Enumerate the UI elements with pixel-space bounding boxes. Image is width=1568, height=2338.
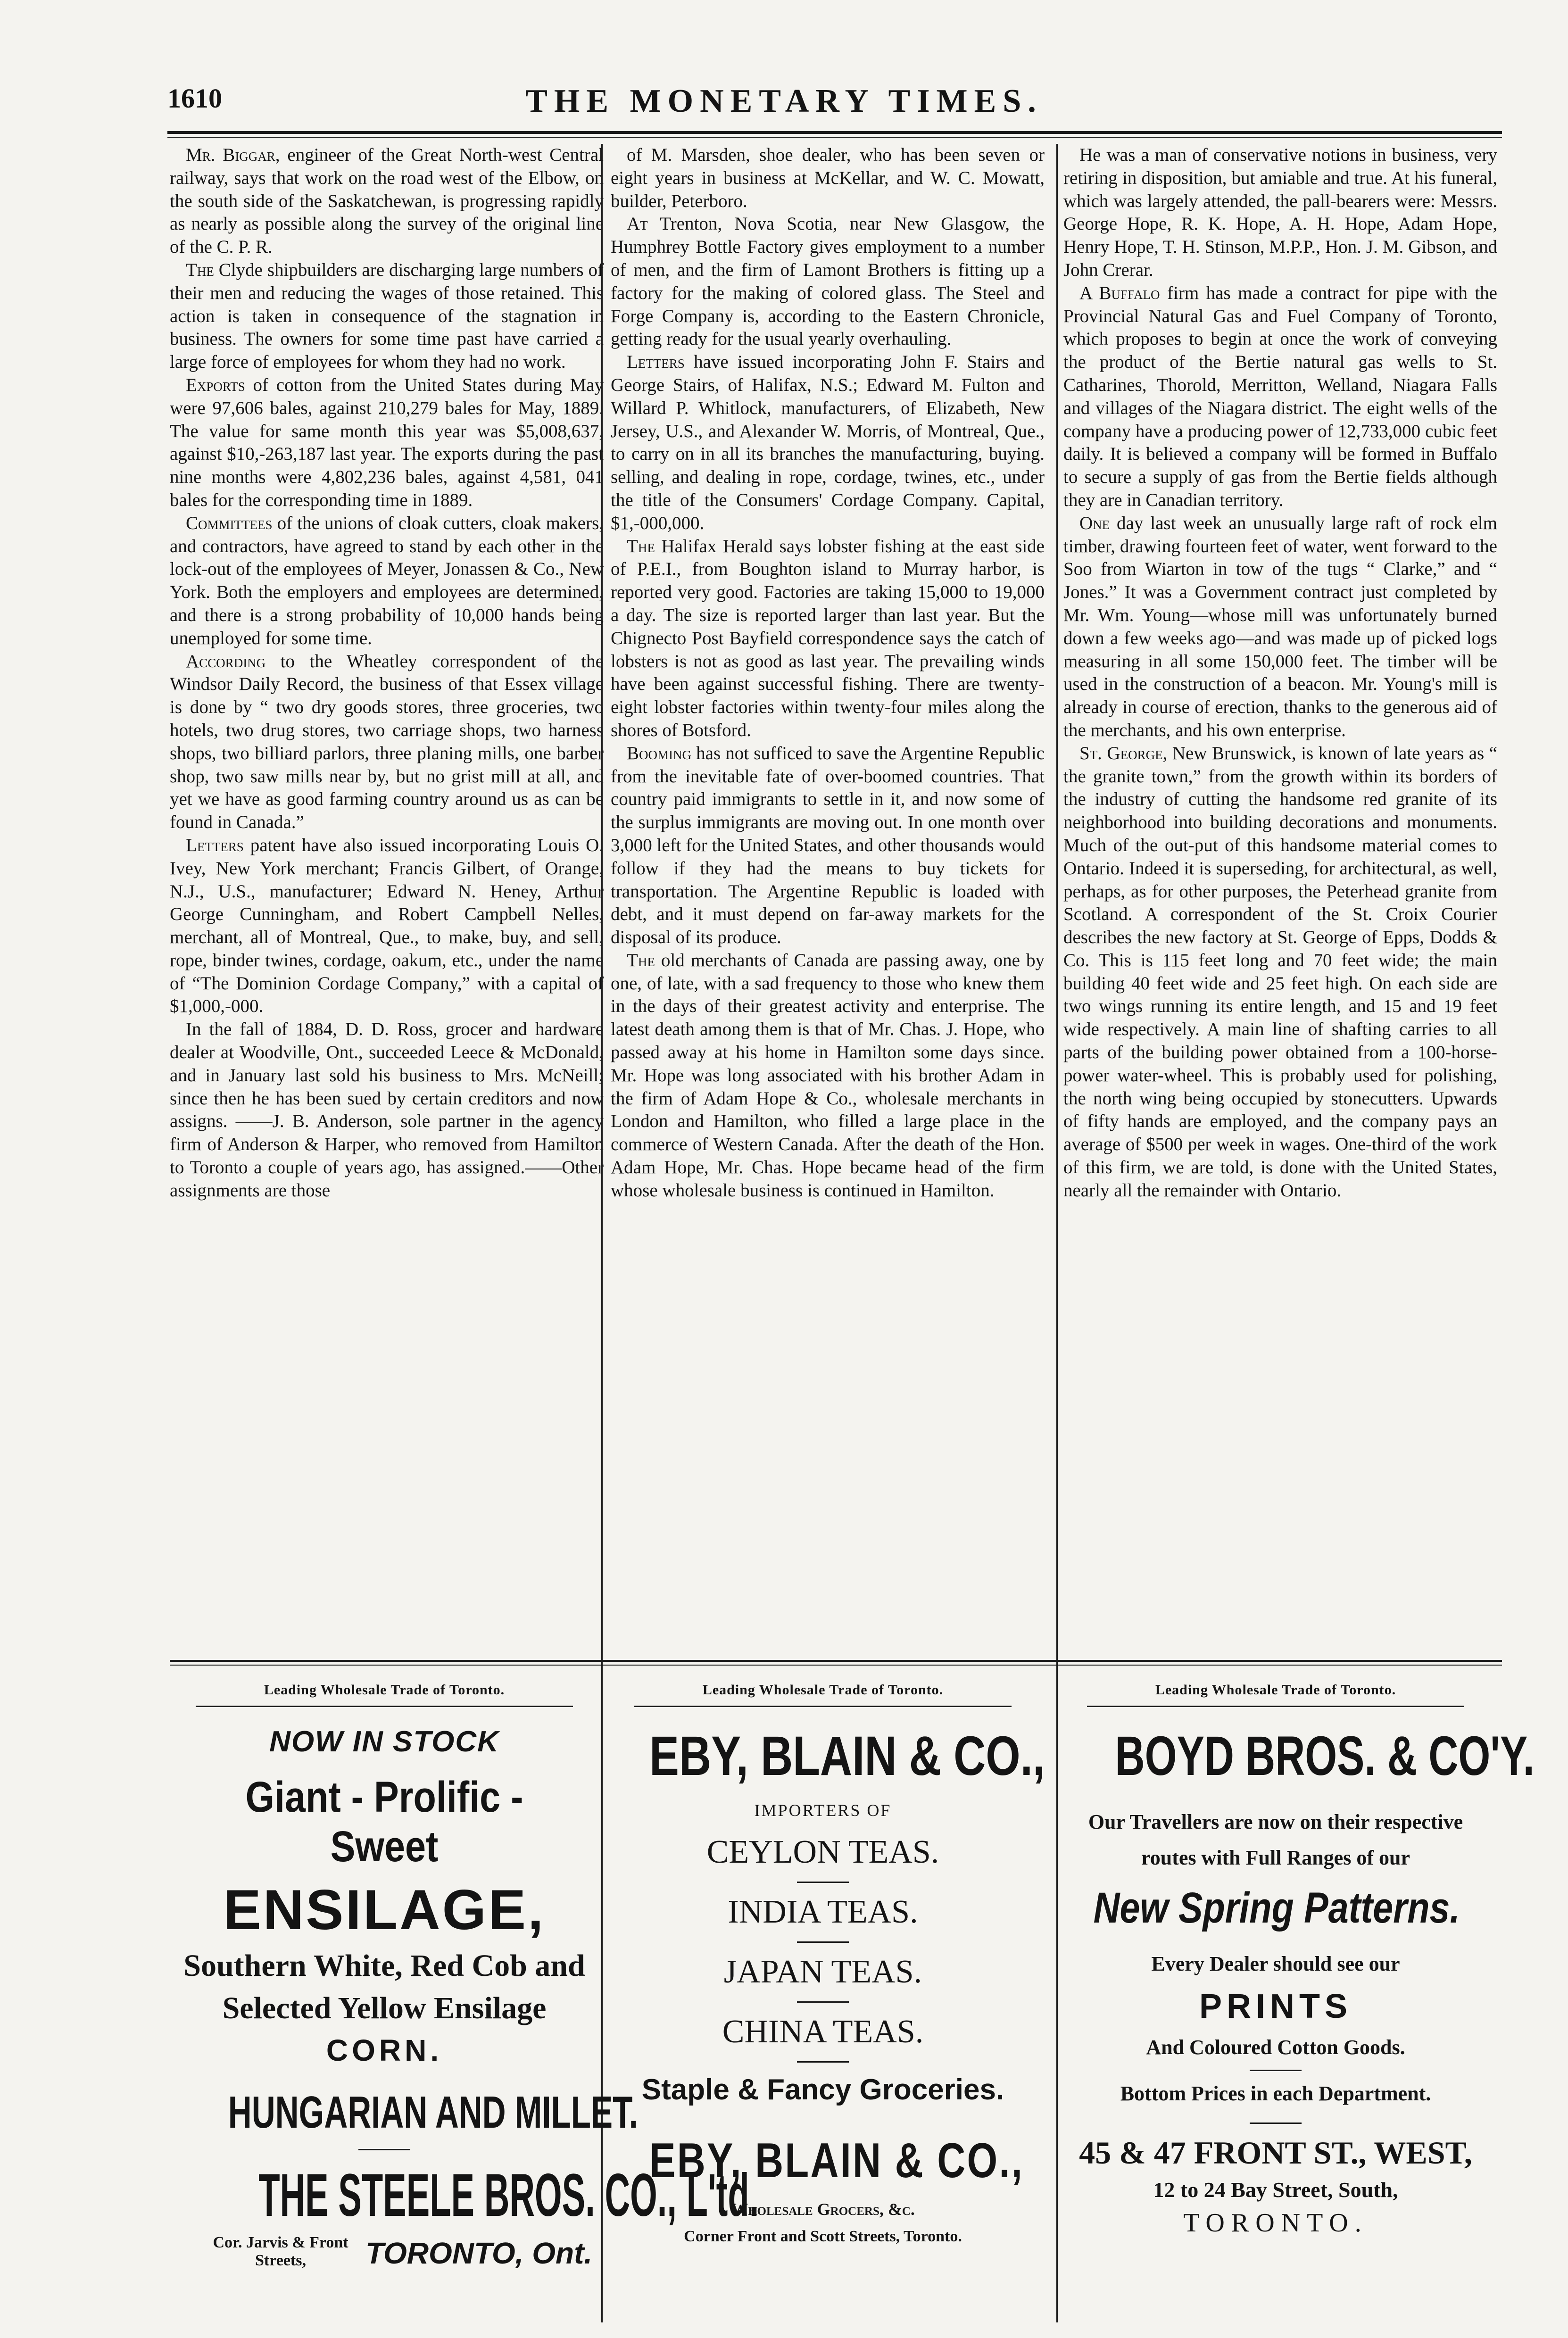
- paragraph: The Clyde shipbuilders are discharging large numbers of their men and reducing the wages of those retained. This action is taken in consequence of the stagnation in business. The owners for some time past have carried a large force of employees for whom they had no work.: [170, 259, 604, 373]
- paragraph: The Halifax Herald says lobster fishing at the east side of P.E.I., from Boughton island to Murray harbor, is reported very good. Factories are taking 15,000 to 19,000 a day. The size is reported larger than last year. But the Chignecto Post Bayfield correspondence says the catch of lobsters is not as good as last year. The prevailing winds have been against successful fishing. There are twenty-eight lobster factories within twenty-four miles along the shores of Botsford.: [611, 536, 1045, 740]
- coloured-cotton-goods: And Coloured Cotton Goods.: [1146, 2036, 1405, 2059]
- eby-blain-name-2: EBY, BLAIN & CO.,: [649, 2133, 1024, 2188]
- ad-divider: [797, 2061, 849, 2063]
- hungarian-and-millet: HUNGARIAN AND MILLET.: [228, 2087, 638, 2138]
- article-column-2: [611, 144, 1045, 1662]
- paragraph: Letters patent have also issued incorporating Louis O. Ivey, New York merchant; Francis Gilbert, of Orange, N.J., U.S., manufacturer; Edward N. Heney, Arthur George Cunningham, and Robert Campbell Nelles, merchant, all of Montreal, Que., to make, buy, and sell, rope, binder twines, cordage, oakum, etc., under the name of “The Dominion Cordage Company,” with a capital of $1,000,-000.: [170, 835, 604, 1017]
- paragraph: Mr. Biggar, engineer of the Great North-west Central railway, says that work on the road west of the Elbow, on the south side of the Saskatchewan, is progressing rapidly as nearly as possible along the survey of the original line of the C. P. R.: [170, 145, 604, 257]
- advertisement-steele-bros: [167, 1672, 759, 2327]
- ad-heading: Leading Wholesale Trade of Toronto.: [264, 1682, 505, 1698]
- page-header: [0, 83, 1568, 120]
- travellers-text: Our Travellers are now on their respective routes with Full Ranges of our: [1088, 1810, 1463, 1869]
- japan-teas: JAPAN TEAS.: [723, 1954, 922, 1990]
- ad-rule: [196, 1706, 573, 1707]
- now-in-stock: NOW IN STOCK: [269, 1725, 499, 1758]
- india-teas: INDIA TEAS.: [728, 1894, 918, 1930]
- ad-divider: [1250, 2122, 1302, 2124]
- southern-white: Southern White, Red Cob and: [183, 1948, 585, 1983]
- china-teas: CHINA TEAS.: [722, 2014, 924, 2050]
- paragraph: At Trenton, Nova Scotia, near New Glasgow, the Humphrey Bottle Factory gives employment to a number of men, and the firm of Lamont Brothers is fitting up a factory for the making of colored glass. The Steel and Forge Company is, according to the Eastern Chronicle, getting ready for the usual yearly overhauling.: [611, 214, 1045, 349]
- column-divider: [601, 144, 603, 2322]
- paragraph: The old merchants of Canada are passing away, one by one, of late, with a sad frequency to those who knew them in the days of their greatest activity and enterprise. The latest death among them is that of Mr. Chas. J. Hope, who passed away at his home in Hamilton some days since. Mr. Hope was long associated with his brother Adam in the firm of Adam Hope & Co., wholesale merchants in London and Hamilton, who filled a large place in the commerce of Western Canada. After the death of the Hon. Adam Hope, Mr. Chas. Hope became head of the firm whose wholesale business is continued in Hamilton.: [611, 950, 1045, 1201]
- ad-divider: [797, 1882, 849, 1883]
- every-dealer: Every Dealer should see our: [1151, 1952, 1400, 1975]
- ad-divider: [358, 2149, 410, 2150]
- paragraph: According to the Wheatley correspondent of the Windsor Daily Record, the business of that Essex village is done by “ two dry goods stores, three groceries, two hotels, two drug stores, two carriage shops, two harness shops, two billiard parlors, three planing mills, one barber shop, two saw mills near by, but no grist mill at all, and yet we have as good farming country around us as can be found in Canada.”: [170, 651, 604, 833]
- publication-title: THE MONETARY TIMES.: [525, 83, 1043, 119]
- advertisement-eby-blain: [606, 1672, 1045, 2327]
- steele-city: TORONTO, Ont.: [365, 2236, 593, 2270]
- ad-divider: [797, 2001, 849, 2003]
- boyd-bros-name: BOYD BROS. & CO'Y.: [1115, 1725, 1535, 1787]
- staple-fancy-groceries: Staple & Fancy Groceries.: [641, 2073, 1004, 2106]
- ad-rule: [1087, 1706, 1464, 1707]
- ceylon-teas: CEYLON TEAS.: [706, 1834, 939, 1870]
- eby-blain-name: EBY, BLAIN & CO.,: [649, 1725, 1045, 1787]
- column-divider: [1056, 144, 1058, 2322]
- page-number: 1610: [167, 83, 222, 114]
- corn: CORN.: [326, 2033, 443, 2067]
- boyd-address-bay: 12 to 24 Bay Street, South,: [1153, 2178, 1398, 2202]
- ad-heading: Leading Wholesale Trade of Toronto.: [702, 1682, 944, 1698]
- selected-yellow: Selected Yellow Ensilage: [222, 1991, 547, 2025]
- article-column-1: [170, 144, 604, 1662]
- ad-heading: Leading Wholesale Trade of Toronto.: [1155, 1682, 1396, 1698]
- new-spring-patterns: New Spring Patterns.: [1093, 1884, 1460, 1932]
- steele-address: Cor. Jarvis & Front Streets,: [213, 2234, 348, 2269]
- ad-divider: [1250, 2070, 1302, 2071]
- giant-prolific-sweet: Giant - Prolific - Sweet: [245, 1773, 523, 1871]
- paragraph: In the fall of 1884, D. D. Ross, grocer and hardware dealer at Woodville, Ont., succeeded Leece & McDonald, and in January last sold his business to Mrs. McNeill; since then he has been sued by certain creditors and now assigns. ——J. B. Anderson, sole partner in the agency firm of Anderson & Harper, who removed from Hamilton to Toronto a couple of years ago, has assigned.——Other assignments are those: [170, 1019, 604, 1201]
- prints: PRINTS: [1199, 1988, 1352, 2025]
- paragraph: One day last week an unusually large raft of rock elm timber, drawing fourteen feet of water, went forward to the Soo from Wiarton in tow of the tugs “ Clarke,” and “ Jones.” It was a Government contract just completed by Mr. Wm. Young—whose mill was unfortunately burned down a few weeks ago—and was made up of picked logs measuring in all some 150,000 feet. The timber will be used in the construction of a beacon. Mr. Young's mill is already in course of erection, thanks to the generous aid of the merchants, and his own enterprise.: [1063, 513, 1497, 740]
- boyd-address-front: 45 & 47 FRONT ST., WEST,: [1079, 2135, 1472, 2171]
- paragraph: Committees of the unions of cloak cutters, cloak makers, and contractors, have agreed to stand by each other in the lock-out of the employees of Meyer, Jonassen & Co., New York. Both the employers and employees are determined, and there is a strong probability of 10,000 hands being unemployed for some time.: [170, 513, 604, 648]
- paragraph: Exports of cotton from the United States during May were 97,606 bales, against 210,279 bales for May, 1889. The value for same month this year was $5,008,637, against $10,-263,187 last year. The exports during the past nine months were 4,802,236 bales, against 4,581, 041 bales for the corresponding time in 1889.: [170, 374, 604, 510]
- ad-rule: [634, 1706, 1012, 1707]
- ad-divider: [797, 1941, 849, 1943]
- paragraph: Booming has not sufficed to save the Argentine Republic from the inevitable fate of over-boomed countries. That country paid immigrants to settle in it, and now some of the surplus immigrants are moving out. In one month over 3,000 left for the United States, and other thousands would follow if they had the means to buy tickets for transportation. The Argentine Republic is loaded with debt, and it must depend on far-away markets for the disposal of its produce.: [611, 743, 1045, 948]
- paragraph: He was a man of conservative notions in business, very retiring in disposition, but amiable and true. At his funeral, which was largely attended, the pall-bearers were: Messrs. George Hope, R. K. Hope, A. H. Hope, Adam Hope, Henry Hope, T. H. Stinson, M.P.P., Hon. J. M. Gibson, and John Crerar.: [1063, 145, 1497, 280]
- paragraph: of M. Marsden, shoe dealer, who has been seven or eight years in business at McKellar, and W. C. Mowatt, builder, Peterboro.: [611, 145, 1045, 211]
- bottom-prices: Bottom Prices in each Department.: [1120, 2082, 1431, 2105]
- section-rule: [170, 1660, 1502, 1662]
- steele-bros-name: THE STEELE BROS. CO., L'td.: [258, 2162, 759, 2229]
- header-rule: [167, 131, 1502, 134]
- paragraph: A Buffalo firm has made a contract for pipe with the Provincial Natural Gas and Fuel Company of Toronto, which proposes to begin at once the work of conveying the product of the Bertie natural gas wells to St. Catharines, Thorold, Merritton, Welland, Niagara Falls and villages of the Niagara district. The eight wells of the company have a producing power of 12,733,000 cubic feet daily. It is believed a company will be formed in Buffalo to secure a supply of gas from the Bertie fields although they are in Canadian territory.: [1063, 282, 1497, 510]
- wholesale-grocers: Wholesale Grocers, &c.: [731, 2200, 915, 2219]
- boyd-city: TORONTO.: [1183, 2208, 1368, 2238]
- section-rule-thin: [170, 1665, 1502, 1666]
- paragraph: Letters have issued incorporating John F. Stairs and George Stairs, of Halifax, N.S.; Edward M. Fulton and Willard P. Whitlock, manufacturers, of Elizabeth, New Jersey, U.S., and Alexander W. Morris, of Montreal, Que., to carry on in all its branches the manufacturing, buying. selling, and dealing in rope, cordage, twines, etc., under the title of the Consumers' Cordage Company. Capital, $1,-000,000.: [611, 352, 1045, 533]
- importers-of: IMPORTERS OF: [754, 1801, 892, 1820]
- article-column-3: [1063, 144, 1497, 1662]
- eby-blain-address: Corner Front and Scott Streets, Toronto.: [684, 2228, 962, 2245]
- header-rule-thin: [167, 137, 1502, 138]
- paragraph: St. George, New Brunswick, is known of late years as “ the granite town,” from the growth within its borders of the industry of cutting the handsome red granite of its neighborhood into building decorations and monuments. Much of the out-put of this handsome material comes to Ontario. Indeed it is superseding, for architectural, as well, perhaps, as for other purposes, the Peterhead granite from Scotland. A correspondent of the St. Croix Courier describes the new factory at St. George of Epps, Dodds & Co. This is 115 feet long and 70 feet wide; the main building 40 feet wide and 25 feet high. On each side are two wings running its entire length, and 15 and 19 feet wide respectively. A main line of shafting carries to all parts of the building power obtained from a 100-horse-power water-wheel. This is probably used for polishing, the north wing being occupied by stonecutters. Upwards of fifty hands are employed, and the company pays an average of $500 per week in wages. One-third of the work of this firm, we are told, is done with the United States, nearly all the remainder with Ontario.: [1063, 743, 1497, 1201]
- advertisement-boyd-bros: [1059, 1672, 1535, 2327]
- ensilage: ENSILAGE,: [223, 1878, 546, 1941]
